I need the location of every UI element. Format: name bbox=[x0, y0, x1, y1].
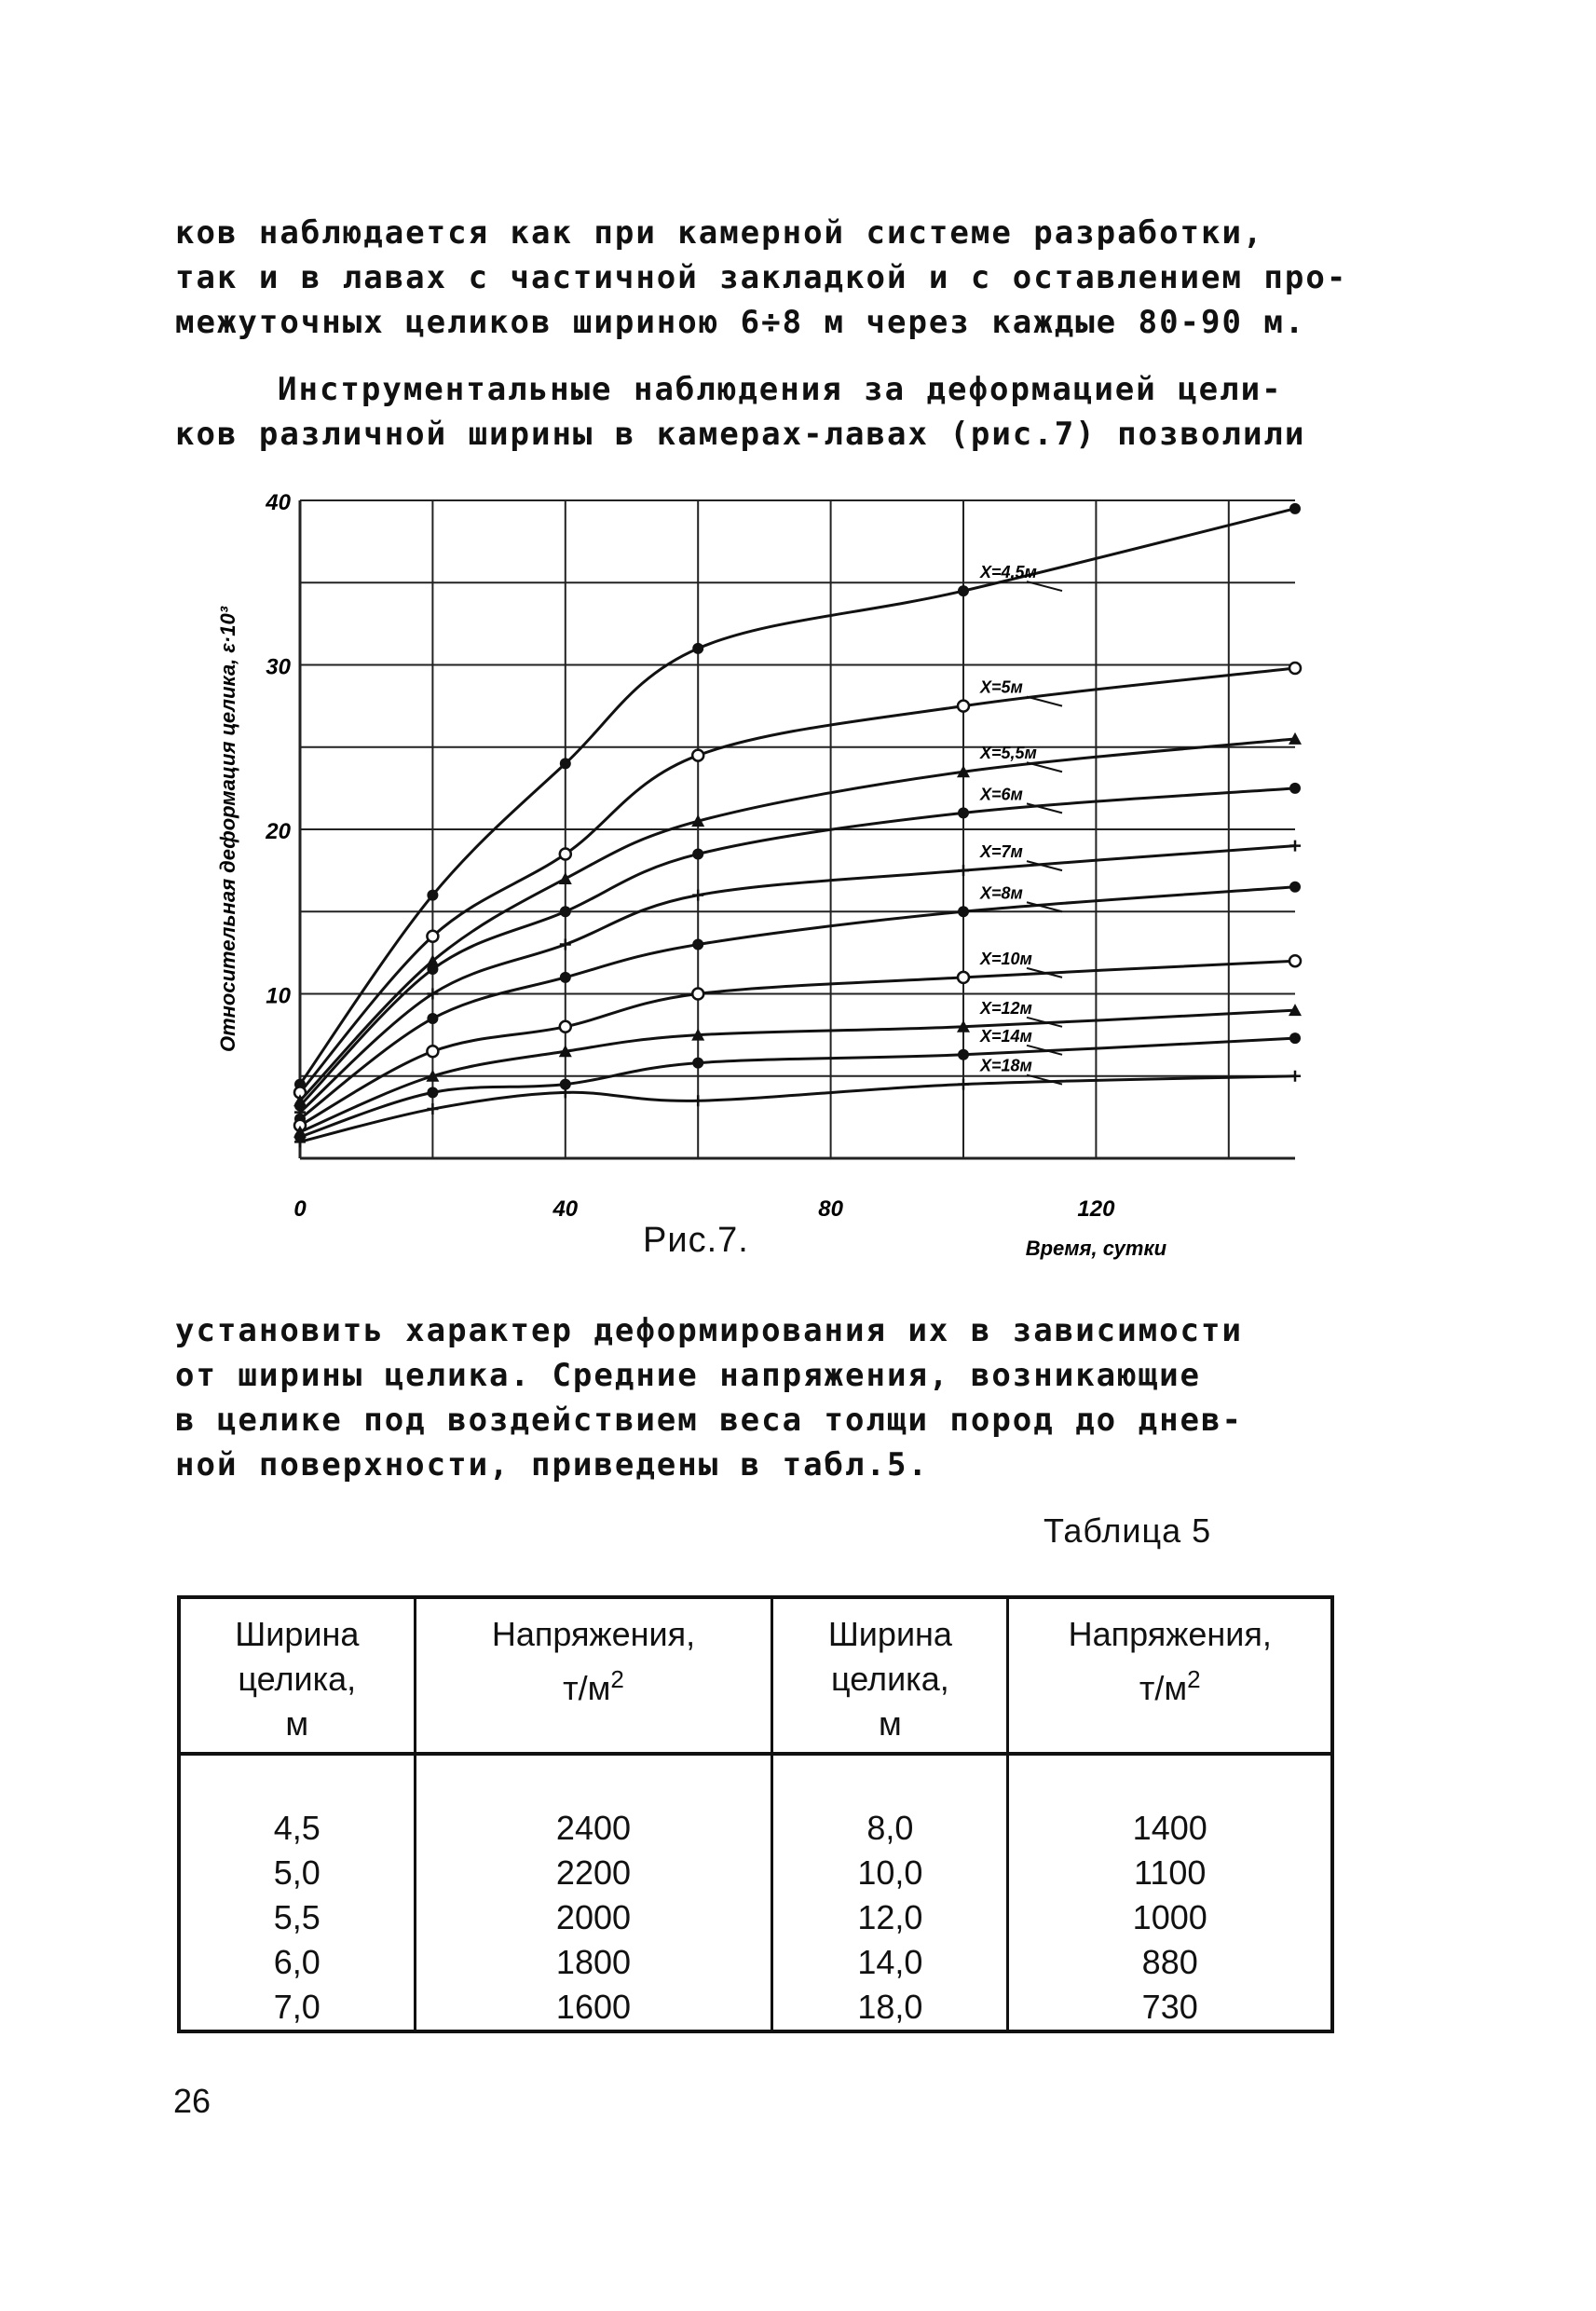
data-point bbox=[560, 1021, 571, 1032]
series-label: X=12м bbox=[980, 998, 1032, 1018]
data-point bbox=[427, 1103, 438, 1114]
table-cell: 730 bbox=[1141, 1988, 1198, 2026]
series-line-X=12м bbox=[300, 1010, 1295, 1132]
data-point bbox=[692, 1095, 703, 1106]
data-point bbox=[958, 807, 969, 818]
data-point bbox=[427, 964, 438, 975]
header-stress-2 bbox=[1008, 1597, 1332, 1754]
header-line: целика, bbox=[238, 1660, 357, 1698]
table-cell: 2200 bbox=[555, 1853, 632, 1892]
table-cell: 1000 bbox=[1132, 1898, 1207, 1936]
data-point bbox=[958, 906, 969, 917]
header-sup: 2 bbox=[1187, 1665, 1201, 1693]
data-point bbox=[560, 972, 571, 983]
x-tick-label: 80 bbox=[818, 1197, 843, 1222]
data-point bbox=[692, 1058, 703, 1069]
header-line: т/м bbox=[563, 1669, 611, 1707]
data-point bbox=[560, 906, 571, 917]
header-line: Ширина bbox=[827, 1615, 952, 1653]
text-line: так и в лавах с частичной закладкой и с оставлением про- bbox=[175, 259, 1348, 296]
data-point bbox=[692, 939, 703, 950]
text-line: ной поверхности, приведены в табл.5. bbox=[175, 1446, 929, 1484]
series-line-X=14м bbox=[300, 1038, 1295, 1137]
data-point bbox=[958, 1049, 969, 1060]
y-tick-label: 40 bbox=[266, 490, 291, 515]
data-point bbox=[692, 890, 703, 901]
table-cell: 1800 bbox=[555, 1943, 632, 1981]
text-line: от ширины целика. Средние напряжения, возникающие bbox=[175, 1357, 1202, 1394]
paragraph-intro bbox=[175, 211, 1452, 345]
table-cell: 6,0 bbox=[273, 1943, 321, 1981]
table-header-row bbox=[179, 1597, 1332, 1754]
text-line: установить характер деформирования их в зависимости bbox=[175, 1312, 1243, 1349]
table-row bbox=[179, 1754, 1332, 2031]
header-line: т/м bbox=[1139, 1669, 1188, 1707]
series-label: X=5,5м bbox=[980, 744, 1037, 763]
data-point bbox=[427, 1013, 438, 1024]
x-axis-label: Время, сутки bbox=[1025, 1237, 1167, 1260]
data-point bbox=[692, 989, 703, 1000]
series-line-X=4.5м bbox=[300, 509, 1295, 1085]
data-point bbox=[958, 585, 969, 596]
data-point bbox=[560, 1087, 571, 1098]
table-cell: 880 bbox=[1141, 1943, 1198, 1981]
data-point bbox=[958, 1079, 969, 1090]
data-point bbox=[1289, 503, 1301, 514]
column-stress-1 bbox=[415, 1754, 772, 2031]
header-line: Напряжения, bbox=[1068, 1615, 1272, 1653]
table-cell: 10,0 bbox=[857, 1853, 923, 1892]
series-label-leader bbox=[1027, 697, 1062, 706]
header-line: Напряжения, bbox=[491, 1615, 696, 1653]
text-line: ков различной ширины в камерах-лавах (рис.7) позволили bbox=[175, 416, 1306, 453]
data-point bbox=[1289, 1032, 1301, 1044]
table-cell: 2400 bbox=[555, 1809, 632, 1847]
data-point bbox=[427, 1046, 438, 1057]
data-point bbox=[1289, 841, 1301, 852]
header-line: Ширина bbox=[235, 1615, 360, 1653]
data-point bbox=[427, 931, 438, 942]
text-line: ков наблюдается как при камерной системе разработки, bbox=[175, 214, 1264, 252]
data-point bbox=[427, 1087, 438, 1098]
column-width-1 bbox=[179, 1754, 415, 2031]
table-cell: 1100 bbox=[1134, 1853, 1207, 1892]
table-cell: 1400 bbox=[1132, 1809, 1207, 1847]
data-point bbox=[958, 972, 969, 983]
header-stress-1 bbox=[415, 1597, 772, 1754]
series-label-leader bbox=[1027, 762, 1062, 772]
table-cell: 5,5 bbox=[273, 1898, 321, 1936]
x-tick-label: 0 bbox=[293, 1197, 307, 1222]
table-cell: 7,0 bbox=[273, 1988, 321, 2026]
table-cell: 2000 bbox=[555, 1898, 632, 1936]
figure-caption: Рис.7. bbox=[643, 1221, 749, 1260]
series-line-X=5м bbox=[300, 668, 1295, 1092]
data-point bbox=[692, 848, 703, 859]
stress-table bbox=[177, 1595, 1334, 2033]
data-point bbox=[1289, 783, 1301, 794]
data-point bbox=[560, 939, 571, 950]
table-cell: 18,0 bbox=[857, 1988, 923, 2026]
series-label: X=6м bbox=[980, 785, 1023, 804]
x-tick-label: 120 bbox=[1077, 1197, 1115, 1222]
data-point bbox=[692, 643, 703, 654]
column-stress-2 bbox=[1008, 1754, 1332, 2031]
header-line: м bbox=[879, 1704, 902, 1743]
paragraph-observations bbox=[175, 367, 1452, 457]
y-axis-label: Относительная деформация целика, ε·10³ bbox=[216, 606, 239, 1053]
data-point bbox=[958, 701, 969, 712]
series-label: X=5м bbox=[980, 677, 1023, 697]
table-cell: 8,0 bbox=[866, 1809, 914, 1847]
data-point bbox=[692, 750, 703, 761]
header-sup: 2 bbox=[610, 1665, 624, 1693]
series-label: X=4,5м bbox=[980, 563, 1037, 582]
data-point bbox=[560, 758, 571, 769]
text-line: Инструментальные наблюдения за деформацией цели- bbox=[278, 371, 1283, 408]
page-number: 26 bbox=[173, 2082, 211, 2120]
table-cell: 4,5 bbox=[273, 1809, 321, 1847]
series-label: X=14м bbox=[980, 1026, 1032, 1046]
header-width-1 bbox=[179, 1597, 415, 1754]
series-label: X=10м bbox=[980, 949, 1032, 968]
data-point bbox=[1289, 882, 1301, 893]
table-caption: Таблица 5 bbox=[1044, 1511, 1212, 1550]
table-cell: 5,0 bbox=[273, 1853, 321, 1892]
header-line: м bbox=[285, 1704, 309, 1743]
text-line: в целике под воздействием веса толщи пород до днев- bbox=[175, 1402, 1243, 1439]
y-tick-label: 20 bbox=[266, 819, 291, 844]
data-point bbox=[559, 872, 572, 884]
text-line: межуточных целиков шириною 6÷8 м через каждые 80-90 м. bbox=[175, 304, 1306, 341]
x-tick-label: 40 bbox=[552, 1197, 579, 1222]
series-label: X=7м bbox=[980, 842, 1023, 862]
data-point bbox=[1289, 1071, 1301, 1082]
y-tick-label: 30 bbox=[266, 654, 291, 680]
column-width-2 bbox=[772, 1754, 1008, 2031]
y-tick-label: 10 bbox=[266, 983, 291, 1009]
data-point bbox=[1289, 955, 1301, 966]
data-point bbox=[560, 848, 571, 859]
series-label: X=8м bbox=[980, 883, 1023, 903]
header-width-2 bbox=[772, 1597, 1008, 1754]
data-point bbox=[1289, 663, 1301, 674]
paragraph-conclusion bbox=[175, 1308, 1452, 1487]
table-cell: 14,0 bbox=[857, 1943, 923, 1981]
data-point bbox=[958, 865, 969, 876]
series-line-X=18м bbox=[300, 1076, 1295, 1142]
table-cell: 1600 bbox=[555, 1988, 632, 2026]
series-label: X=18м bbox=[980, 1056, 1032, 1075]
table-cell: 12,0 bbox=[857, 1898, 923, 1936]
header-line: целика, bbox=[831, 1660, 949, 1698]
data-point bbox=[427, 890, 438, 901]
